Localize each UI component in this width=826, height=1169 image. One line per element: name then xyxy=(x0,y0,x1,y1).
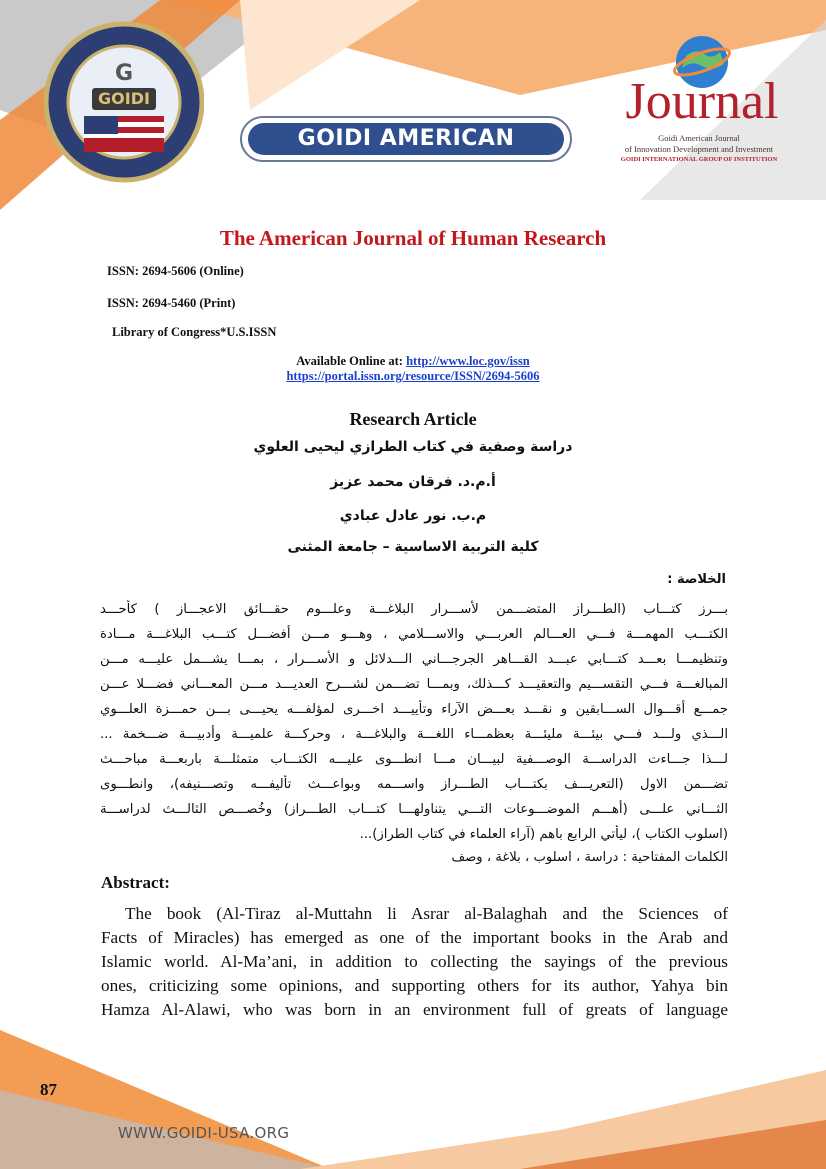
journal-logo-word: Journal xyxy=(625,73,779,130)
footer-url: WWW.GOIDI-USA.ORG xyxy=(118,1124,290,1142)
abstract-line: Hamza Al-Alawi, who was born in an environment full of greats of language xyxy=(101,1000,728,1019)
page-number: 87 xyxy=(40,1080,57,1099)
summary-line: الكتـــب المهمـــة فـــي العـــالم العربـــي والاســـلامي ، وهـــو مـــن أفضـــل كتـــب البلاغـــة مـــادة xyxy=(100,627,728,642)
author-2: م.ب. نور عادل عبادي xyxy=(339,508,487,524)
summary-line: جمـــع أقـــوال الســـابقين و نقـــد بعـــض الآراء وتأييـــد اخـــرى لمؤلفـــه يحيـــى بـــن حمـــزة العلـــوي xyxy=(100,702,728,717)
summary-line: الثـــاني علـــى (أهـــم الموضـــوعات التـــي يتناولهـــا كتـــاب الطـــراز) وخُصـــص الثالـــث لدراســـة xyxy=(100,802,728,817)
arabic-title: دراسة وصفية في كتاب الطرازي ليحيى العلوي xyxy=(253,439,573,455)
author-1: أ.م.د. فرقان محمد عزيز xyxy=(330,474,496,490)
library-of-congress: Library of Congress*U.S.ISSN xyxy=(112,325,277,339)
abstract-line: Facts of Miracles) has emerged as one of the important books in the Arab and xyxy=(101,928,728,947)
portal-issn-link[interactable]: https://portal.issn.org/resource/ISSN/2694-5606 xyxy=(286,369,540,383)
journal-logo-line1: Goidi American Journal xyxy=(658,133,740,143)
journal-logo-line3: GOIDI INTERNATIONAL GROUP OF INSTITUTION xyxy=(620,156,778,163)
goidi-seal-logo xyxy=(44,16,204,188)
loc-link[interactable]: http://www.loc.gov/issn xyxy=(406,354,530,368)
abstract-line: Islamic world. Al-Ma’ani, in addition to collecting the sayings of the previous xyxy=(101,952,728,971)
availability-block xyxy=(200,354,626,384)
issn-online: ISSN: 2694-5606 (Online) xyxy=(107,264,244,278)
summary-line: المبالغـــة فـــي التقســـيم والتعقيـــد كـــذلك، وبمـــا تضـــمن لشـــرح العديـــد مـــن المعـــاني فضـــلا عـــن xyxy=(100,677,728,692)
journal-title: The American Journal of Human Research xyxy=(219,226,607,250)
summary-line: لـــذا جـــاءت الدراســـة الوصـــفية لبيـــان مـــا انطـــوى عليـــه الكتـــاب متمثلـــة باربعـــة مباحـــث xyxy=(100,752,728,767)
abstract-heading: Abstract: xyxy=(101,873,170,892)
banner-title: GOIDI AMERICAN JOURNAL xyxy=(297,126,515,197)
keywords: الكلمات المفتاحية : دراسة ، اسلوب ، بلاغة ، وصف xyxy=(451,850,728,865)
svg-text:GOIDI: GOIDI xyxy=(98,89,150,108)
journal-logo-line2: of Innovation Development and Investment xyxy=(624,144,774,154)
article-type: Research Article xyxy=(349,409,477,429)
available-label: Available Online at: xyxy=(296,354,403,368)
abstract-line: The book (Al-Tiraz al-Muttahn li Asrar al-Balaghah and the Sciences of xyxy=(125,904,728,923)
summary-line: وتنظيمـــا بعـــد كتـــابي عبـــد القـــاهر الجرجـــاني الـــدلائل و الأســـرار ، بمـــا يشـــمل عليـــه مـــن xyxy=(100,652,728,667)
svg-text:G: G xyxy=(114,61,134,86)
issn-print: ISSN: 2694-5460 (Print) xyxy=(107,296,236,310)
summary-line: تضـــمن الاول (التعريـــف بكتـــاب الطـــراز واســـمه وبواعـــث تأليفـــه وتصـــنيفه)، وانطـــوى xyxy=(100,777,728,792)
summary-heading: الخلاصة : xyxy=(667,572,726,587)
affiliation: كلية التربية الاساسية – جامعة المثنى xyxy=(287,539,539,555)
abstract-line: ones, criticizing some opinions, and supporting others for its author, Yahya bin xyxy=(101,976,728,995)
summary-line: (اسلوب الكتاب )، ليأتي الرابع باهم (آراء العلماء في كتاب الطراز)... xyxy=(359,827,728,842)
summary-line: الـــذي ولـــد فـــي بيئـــة مليئـــة بعظمـــاء اللغـــة والبلاغـــة ، وحركـــة علميـــة وأدبيـــة ضـــخمة ... xyxy=(100,727,728,742)
summary-line: بـــرز كتـــاب (الطـــراز المتضـــمن لأســـرار البلاغـــة وعلـــوم حقـــائق الاعجـــاز ) كأحـــد xyxy=(100,602,728,617)
